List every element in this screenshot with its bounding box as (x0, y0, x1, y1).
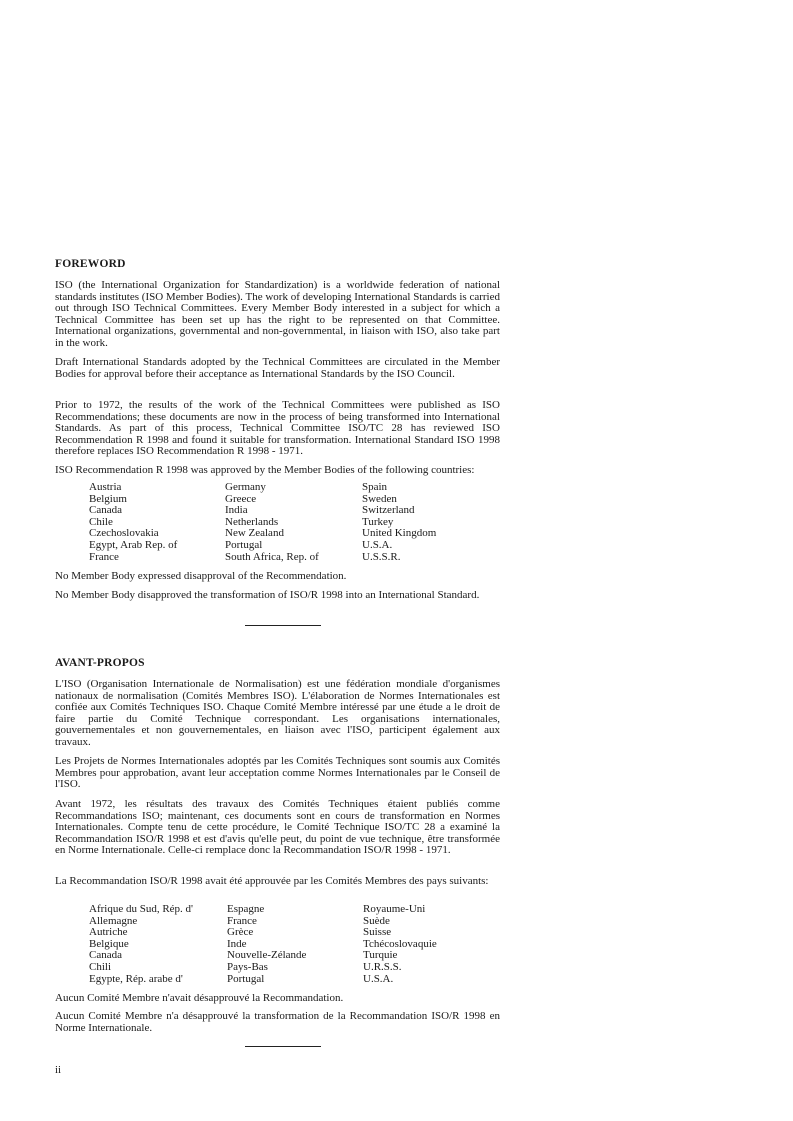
country: Chili (89, 960, 112, 973)
country: Pays-Bas (227, 960, 268, 973)
avant-propos-paragraph-2: Les Projets de Normes Internationales adoptés par les Comités Techniques sont soumis aux Comités Membres pour approbation, avant leur acceptation comme Normes Internationales par le Conseil de l'ISO. (55, 755, 500, 791)
country: Nouvelle-Zélande (227, 949, 307, 962)
page-number: ii (55, 1064, 62, 1076)
country: United Kingdom (362, 527, 437, 540)
foreword-paragraph-6: No Member Body disapproved the transformation of ISO/R 1998 into an International Standard. (55, 589, 480, 601)
country: Egypte, Rép. arabe d' (89, 972, 183, 985)
country: Czechoslovakia (89, 527, 159, 540)
foreword-country-column-3 (362, 482, 436, 563)
country: U.S.S.R. (362, 550, 401, 563)
country: Turkey (362, 515, 394, 528)
foreword-country-column-2 (225, 482, 319, 563)
country: Inde (227, 937, 247, 950)
foreword-paragraph-3: Prior to 1972, the results of the work of the Technical Committees were published as ISO Recommendations; these documents are now in the process of being transformed into International Standards. As part of this process, Technical Committee ISO/TC 28 has reviewed ISO Recommendation R 1998 and found it suitable for transformation. International Standard ISO 1998 therefore replaces ISO Recommendation R 1998 - 1971. (55, 399, 500, 458)
country: Austria (89, 481, 122, 493)
avant-propos-paragraph-6: Aucun Comité Membre n'a désapprouvé la transformation de la Recommandation ISO/R 1998 en Norme Internationale. (55, 1010, 500, 1034)
foreword-paragraph-2: Draft International Standards adopted by the Technical Committees are circulated in the Member Bodies for approval before their acceptance as International Standards by the ISO Council. (55, 356, 500, 380)
avant-propos-heading: AVANT-PROPOS (55, 657, 145, 669)
section-end-rule (245, 1046, 321, 1047)
country: Suisse (363, 926, 392, 939)
country: Greece (225, 492, 257, 505)
avant-propos-paragraph-3: Avant 1972, les résultats des travaux des Comités Techniques étaient publiés comme Recommandations ISO; maintenant, ces documents sont en cours de transformation en Normes Internationales. Compte tenu de cette procédure, le Comité Technique ISO/TC 28 a examiné la Recommandation ISO/R 1998 et est d'avis qu'elle peut, du point de vue technique, être transformée en Norme Internationale. Celle-ci remplace donc la Recommandation ISO/R 1998 - 1971. (55, 798, 500, 857)
country: Canada (89, 504, 122, 517)
country: Spain (362, 481, 388, 493)
foreword-heading: FOREWORD (55, 258, 126, 270)
country: Egypt, Arab Rep. of (89, 538, 178, 551)
country: South Africa, Rep. of (225, 550, 319, 563)
avant-propos-paragraph-1: L'ISO (Organisation Internationale de Normalisation) est une fédération mondiale d'organismes nationaux de normalisation (Comités Membres ISO). L'élaboration de Normes Internationales est confiée aux Comités Techniques ISO. Chaque Comité Membre intéressé par une étude a le droit de faire partie du Comité Technique correspondant. Les organisations internationales, gouvernementales et non gouvernementales, en liaison avec l'ISO, participent également aux travaux. (55, 678, 500, 748)
country: Afrique du Sud, Rép. d' (89, 903, 194, 915)
country: Suède (363, 914, 390, 927)
country: Espagne (227, 903, 265, 915)
foreword-paragraph-4: ISO Recommendation R 1998 was approved by the Member Bodies of the following countries: (55, 464, 475, 476)
section-divider-rule (245, 625, 321, 626)
avant-propos-country-column-1 (89, 904, 193, 985)
country: India (225, 504, 248, 517)
avant-propos-country-column-3 (363, 904, 437, 985)
country: Portugal (227, 972, 265, 985)
country: France (227, 914, 257, 927)
country: Netherlands (225, 515, 279, 528)
country: France (89, 550, 119, 563)
country: Autriche (89, 926, 128, 939)
country: Canada (89, 949, 122, 962)
country: Turquie (363, 949, 398, 962)
country: Allemagne (89, 914, 138, 927)
country: Portugal (225, 538, 263, 551)
avant-propos-paragraph-4: La Recommandation ISO/R 1998 avait été approuvée par les Comités Membres des pays suivants: (55, 875, 489, 887)
country: Belgium (89, 492, 127, 505)
avant-propos-paragraph-5: Aucun Comité Membre n'avait désapprouvé la Recommandation. (55, 992, 344, 1004)
country: U.S.A. (362, 538, 393, 551)
country: Switzerland (362, 504, 415, 517)
foreword-country-column-1 (89, 482, 177, 563)
country: U.S.A. (363, 972, 394, 985)
country: Germany (225, 481, 266, 493)
country: Grèce (227, 926, 254, 939)
country: Tchécoslovaquie (363, 937, 437, 950)
foreword-paragraph-1: ISO (the International Organization for Standardization) is a worldwide federation of national standards institutes (ISO Member Bodies). The work of developing International Standards is carried out through ISO Technical Committees. Every Member Body interested in a subject for which a Technical Committee has been set up has the right to be represented on that Committee. International organizations, governmental and non-governmental, in liaison with ISO, also take part in the work. (55, 279, 500, 349)
avant-propos-country-column-2 (227, 904, 306, 985)
country: Belgique (89, 937, 129, 950)
country: Royaume-Uni (363, 903, 426, 915)
country: U.R.S.S. (363, 960, 402, 973)
country: Sweden (362, 492, 397, 505)
country: Chile (89, 515, 113, 528)
country: New Zealand (225, 527, 284, 540)
foreword-paragraph-5: No Member Body expressed disapproval of the Recommendation. (55, 570, 347, 582)
